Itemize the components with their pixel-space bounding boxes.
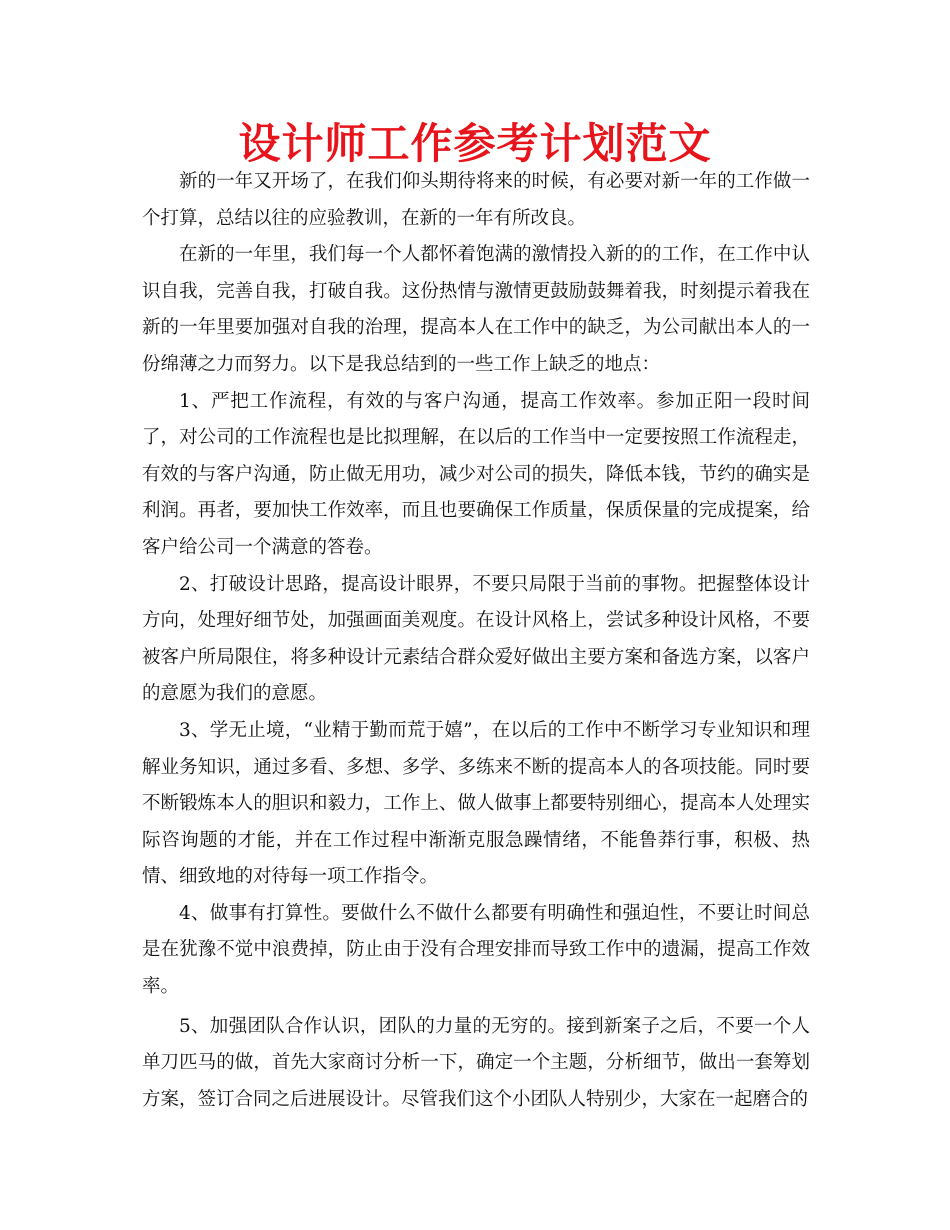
paragraph-item-3: 3、学无止境，“业精于勤而荒于嬉”，在以后的工作中不断学习专业知识和理解业务知识，通过多看、多想、多学、多练来不断的提高本人的各项技能。同时要不断锻炼本人的胆识和毅力，工作上、做人做事上都要特别细心，提高本人处理实际咨询题的才能，并在工作过程中渐渐克服急躁情绪，不能鲁莽行事，积极、热情、细致地的对待每一项工作指令。 bbox=[142, 719, 810, 888]
paragraph-item-4: 4、做事有打算性。要做什么不做什么都要有明确性和强迫性，不要让时间总是在犹豫不觉中浪费掉，防止由于没有合理安排而导致工作中的遗漏，提高工作效率。 bbox=[142, 902, 810, 998]
paragraph-item-5: 5、加强团队合作认识，团队的力量的无穷的。接到新案子之后，不要一个人单刀匹马的做，首先大家商讨分析一下，确定一个主题，分析细节，做出一套筹划方案，签订合同之后进展设计。尽管我们这个小团队人特别少，大家在一起磨合的 bbox=[142, 1015, 810, 1110]
paragraph-item-1: 1、严把工作流程，有效的与客户沟通，提高工作效率。参加正阳一段时间了，对公司的工作流程也是比拟理解，在以后的工作当中一定要按照工作流程走，有效的与客户沟通，防止做无用功，减少对公司的损失，降低本钱，节约的确实是利润。再者，要加快工作效率，而且也要确保工作质量，保质保量的完成提案，给客户给公司一个满意的答卷。 bbox=[142, 390, 810, 558]
paragraph-item-2: 2、打破设计思路，提高设计眼界，不要只局限于当前的事物。把握整体设计方向，处理好细节处，加强画面美观度。在设计风格上，尝试多种设计风格，不要被客户所局限住，将多种设计元素结合群众爱好做出主要方案和备选方案，以客户的意愿为我们的意愿。 bbox=[142, 573, 810, 705]
paragraph-overview: 在新的一年里，我们每一个人都怀着饱满的激情投入新的的工作，在工作中认识自我，完善自我，打破自我。这份热情与激情更鼓励鼓舞着我，时刻提示着我在新的一年里要加强对自我的治理，提高本人在工作中的缺乏，为公司献出本人的一份绵薄之力而努力。以下是我总结到的一些工作上缺乏的地点： bbox=[142, 244, 810, 375]
paragraph-intro: 新的一年又开场了，在我们仰头期待将来的时候，有必要对新一年的工作做一个打算，总结以往的应验教训，在新的一年有所改良。 bbox=[142, 171, 810, 229]
document-body bbox=[142, 164, 810, 1118]
document-title: 设计师工作参考计划范文 bbox=[238, 119, 712, 168]
